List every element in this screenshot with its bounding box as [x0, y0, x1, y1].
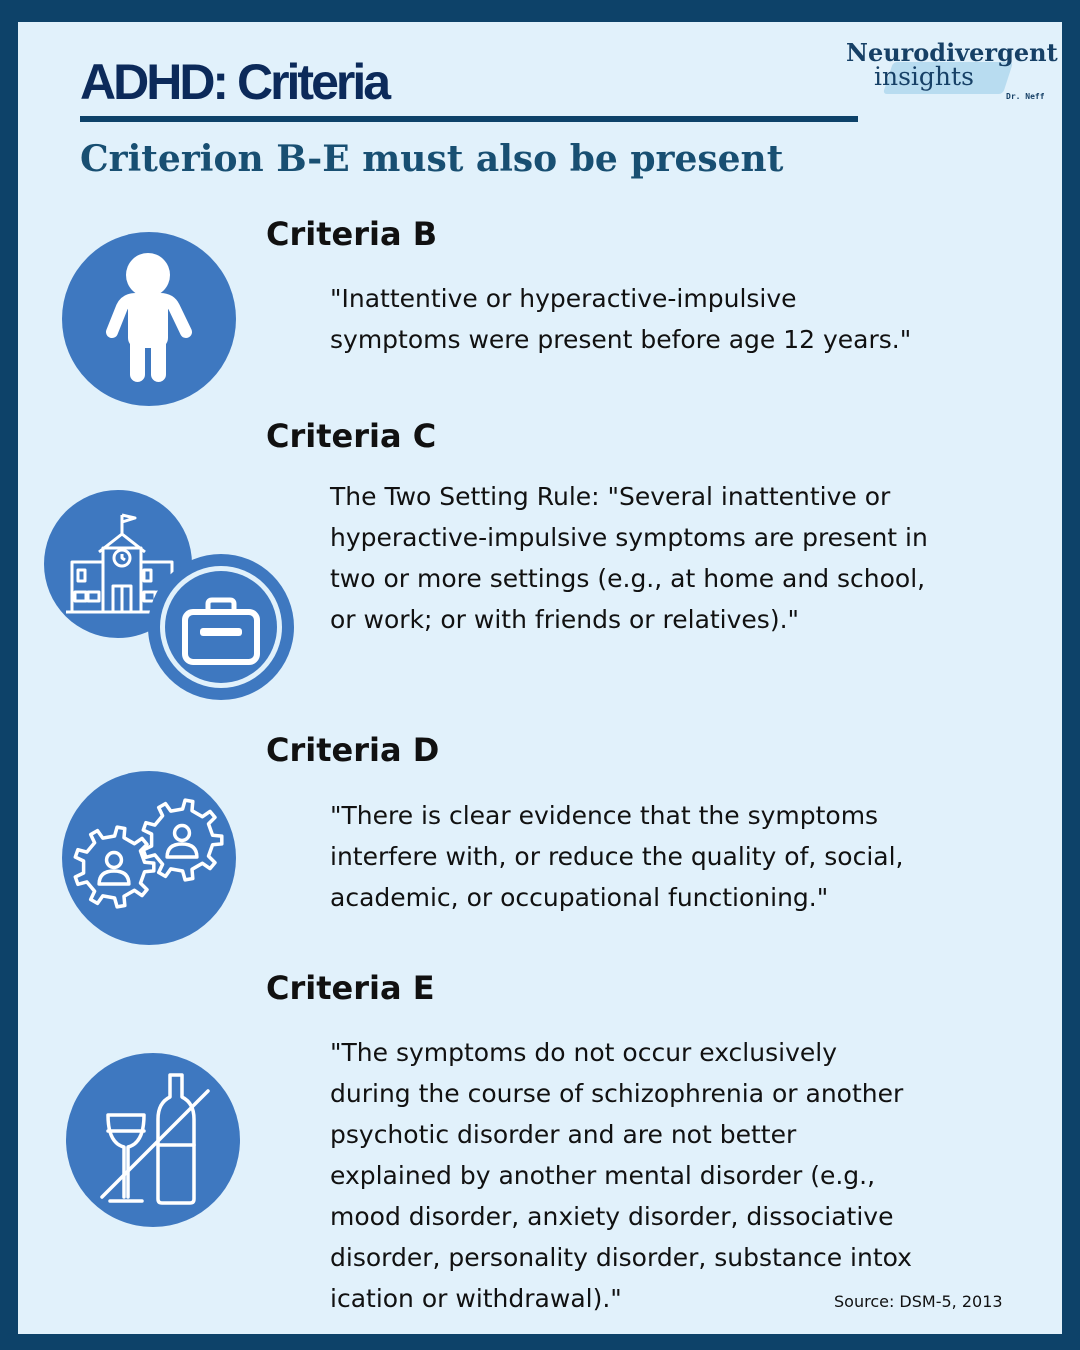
title-underline [80, 116, 858, 122]
source-citation: Source: DSM-5, 2013 [834, 1292, 1003, 1311]
criteria-b-text: "Inattentive or hyperactive-impulsive symptoms were present before age 12 years." [330, 284, 912, 354]
page-subtitle: Criterion B-E must also be present [80, 138, 784, 180]
criteria-d-title: Criteria D [266, 731, 440, 769]
page-title: ADHD: Criteria [80, 54, 389, 110]
criteria-e-title: Criteria E [266, 969, 435, 1007]
gears-people-icon [62, 771, 236, 945]
logo [846, 38, 1056, 108]
logo-line1: Neurodivergent [846, 38, 1058, 67]
child-icon [62, 232, 236, 406]
criteria-e-text: "The symptoms do not occur exclusively during the course of schizophrenia or another psychotic disorder and are not better explained by another mental disorder (e.g., mood disorder, anxiety disorder, dissociative disorder, personality disorder, substance intox ication or withdrawal)." [330, 1038, 912, 1313]
briefcase-icon [148, 554, 294, 700]
logo-line2: insights [874, 62, 974, 91]
criteria-b-title: Criteria B [266, 215, 438, 253]
criteria-d-text: "There is clear evidence that the symptoms interfere with, or reduce the quality of, social, academic, or occupational functioning." [330, 801, 904, 912]
criteria-c-title: Criteria C [266, 417, 437, 455]
logo-line3: Dr. Neff [1006, 92, 1045, 101]
no-alcohol-icon [66, 1053, 240, 1227]
criteria-c-text: The Two Setting Rule: "Several inattentive or hyperactive-impulsive symptoms are present in two or more settings (e.g., at home and school, or work; or with friends or relatives)." [330, 482, 928, 634]
